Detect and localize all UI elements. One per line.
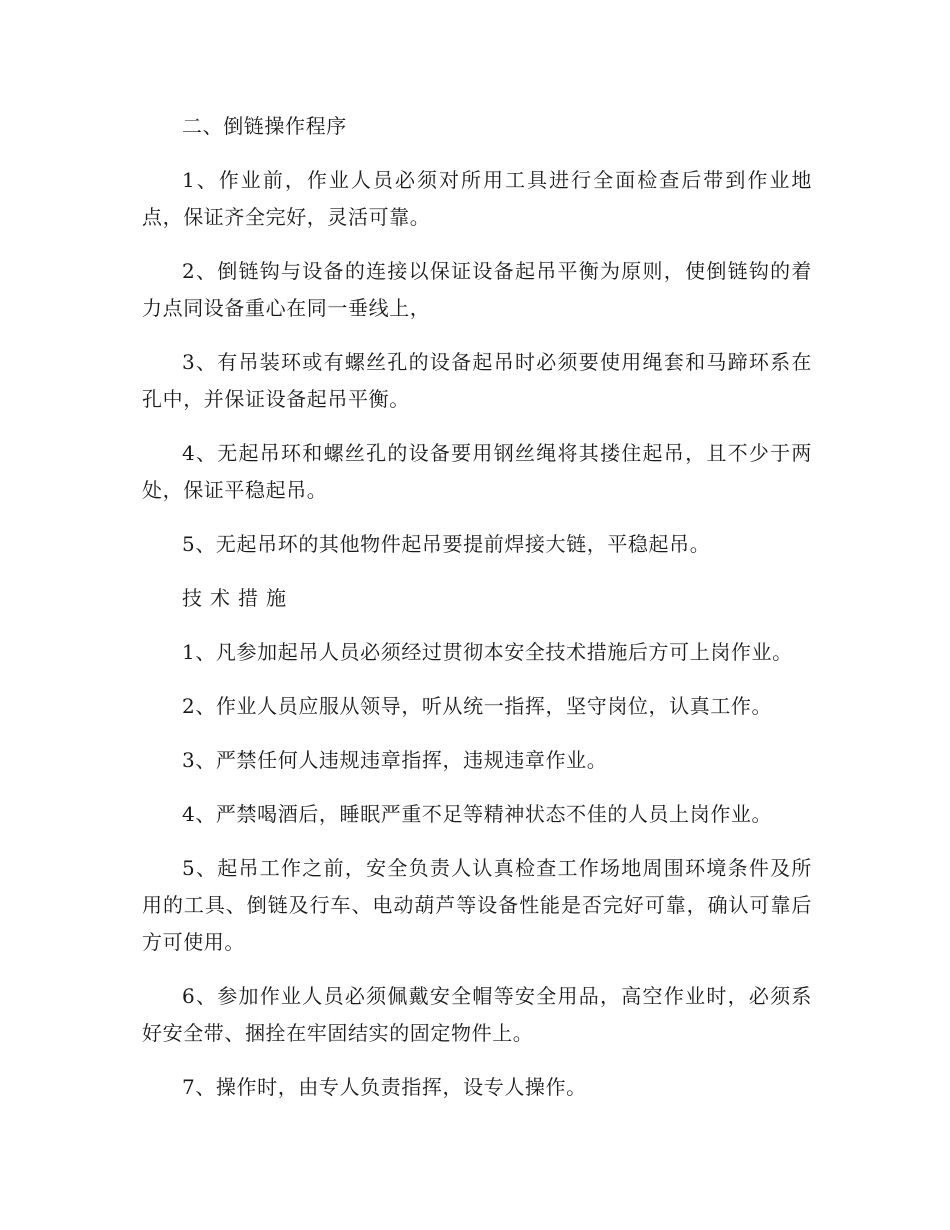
- paragraph-measure-7: 7、操作时，由专人负责指挥，设专人操作。: [182, 1075, 587, 1099]
- paragraph-measure-1: 1、凡参加起吊人员必须经过贯彻本安全技术措施后方可上岗作业。: [182, 640, 793, 664]
- paragraph-measure-4: 4、严禁喝酒后，睡眠严重不足等精神状态不佳的人员上岗作业。: [182, 802, 773, 826]
- paragraph-procedure-1: 1、作业前，作业人员必须对所用工具进行全面检查后带到作业地点，保证齐全完好，灵活可靠。: [142, 168, 812, 229]
- paragraph-procedure-5: 5、无起吊环的其他物件起吊要提前焊接大链，平稳起吊。: [182, 532, 711, 556]
- paragraph-procedure-3: 3、有吊装环或有螺丝孔的设备起吊时必须要使用绳套和马蹄环系在孔中，并保证设备起吊平衡。: [142, 350, 812, 411]
- paragraph-measure-3: 3、严禁任何人违规违章指挥，违规违章作业。: [182, 748, 608, 772]
- paragraph-measure-2: 2、作业人员应服从领导，听从统一指挥，坚守岗位，认真工作。: [182, 694, 773, 718]
- section-heading-chain-hoist-procedure: 二、倒链操作程序: [182, 114, 347, 138]
- document-page: [142, 108, 812, 1106]
- paragraph-measure-6: 6、参加作业人员必须佩戴安全帽等安全用品，高空作业时，必须系好安全带、捆拴在牢固结实的固定物件上。: [142, 984, 812, 1045]
- paragraph-procedure-4: 4、无起吊环和螺丝孔的设备要用钢丝绳将其搂住起吊，且不少于两处，保证平稳起吊。: [142, 441, 812, 502]
- paragraph-procedure-2: 2、倒链钩与设备的连接以保证设备起吊平衡为原则，使倒链钩的着力点同设备重心在同一垂线上，: [142, 259, 812, 320]
- section-heading-technical-measures: 技术措施: [182, 586, 294, 610]
- paragraph-measure-5: 5、起吊工作之前，安全负责人认真检查工作场地周围环境条件及所用的工具、倒链及行车、电动葫芦等设备性能是否完好可靠，确认可靠后方可使用。: [142, 856, 812, 954]
